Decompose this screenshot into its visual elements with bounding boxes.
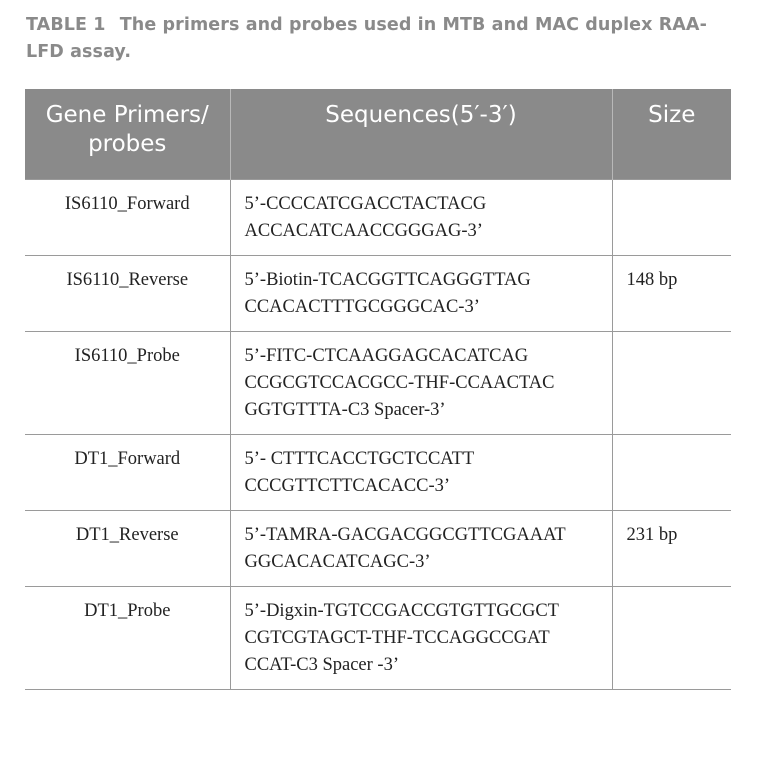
sequence-line: GGCACACATCAGC-3’ (244, 551, 431, 572)
primer-name: DT1_Forward (25, 434, 230, 510)
sequence-line: 5’-TAMRA-GACGACGGCGTTCGAAAT (244, 524, 566, 545)
primers-table (25, 89, 731, 690)
sequence-line: CCAT-C3 Spacer -3’ (244, 654, 399, 675)
table-row (25, 586, 731, 689)
sequence-line: 5’-FITC-CTCAAGGAGCACATCAG (244, 345, 529, 366)
product-size (612, 434, 731, 510)
header-size: Size (612, 89, 731, 179)
header-sequences: Sequences(5′-3′) (230, 89, 612, 179)
product-size: 148 bp (612, 255, 731, 331)
table-row (25, 434, 731, 510)
sequence-line: CCACACTTTGCGGGCAC-3’ (244, 296, 480, 317)
table-row (25, 510, 731, 586)
product-size (612, 586, 731, 689)
primer-name: IS6110_Forward (25, 179, 230, 255)
table-row (25, 331, 731, 434)
primer-sequence (230, 255, 612, 331)
sequence-line: 5’- CTTTCACCTGCTCCATT (244, 448, 475, 469)
sequence-line: GGTGTTTA-C3 Spacer-3’ (244, 399, 446, 420)
sequence-line: 5’-Digxin-TGTCCGACCGTGTTGCGCT (244, 600, 559, 621)
sequence-line: CCGCGTCCACGCC-THF-CCAACTAC (244, 372, 555, 393)
product-size: 231 bp (612, 510, 731, 586)
table-label: TABLE 1 (26, 15, 106, 35)
primer-name: DT1_Reverse (25, 510, 230, 586)
table-row (25, 179, 731, 255)
table-title: The primers and probes used in MTB and MAC duplex RAA-LFD assay. (26, 15, 707, 62)
sequence-line: CCCGTTCTTCACACC-3’ (244, 475, 451, 496)
table-header-row (25, 89, 731, 179)
sequence-line: 5’-Biotin-TCACGGTTCAGGGTTAG (244, 269, 531, 290)
primer-name: DT1_Probe (25, 586, 230, 689)
product-size (612, 331, 731, 434)
sequence-line: ACCACATCAACCGGGAG-3’ (244, 220, 483, 241)
table-caption (26, 12, 726, 66)
primer-sequence (230, 586, 612, 689)
sequence-line: CGTCGTAGCT-THF-TCCAGGCCGAT (244, 627, 550, 648)
header-gene: Gene Primers/ probes (25, 89, 230, 179)
primer-sequence (230, 331, 612, 434)
primer-sequence (230, 434, 612, 510)
primer-name: IS6110_Probe (25, 331, 230, 434)
table-row (25, 255, 731, 331)
sequence-line: 5’-CCCCATCGACCTACTACG (244, 193, 487, 214)
primer-name: IS6110_Reverse (25, 255, 230, 331)
primer-sequence (230, 510, 612, 586)
primer-sequence (230, 179, 612, 255)
product-size (612, 179, 731, 255)
